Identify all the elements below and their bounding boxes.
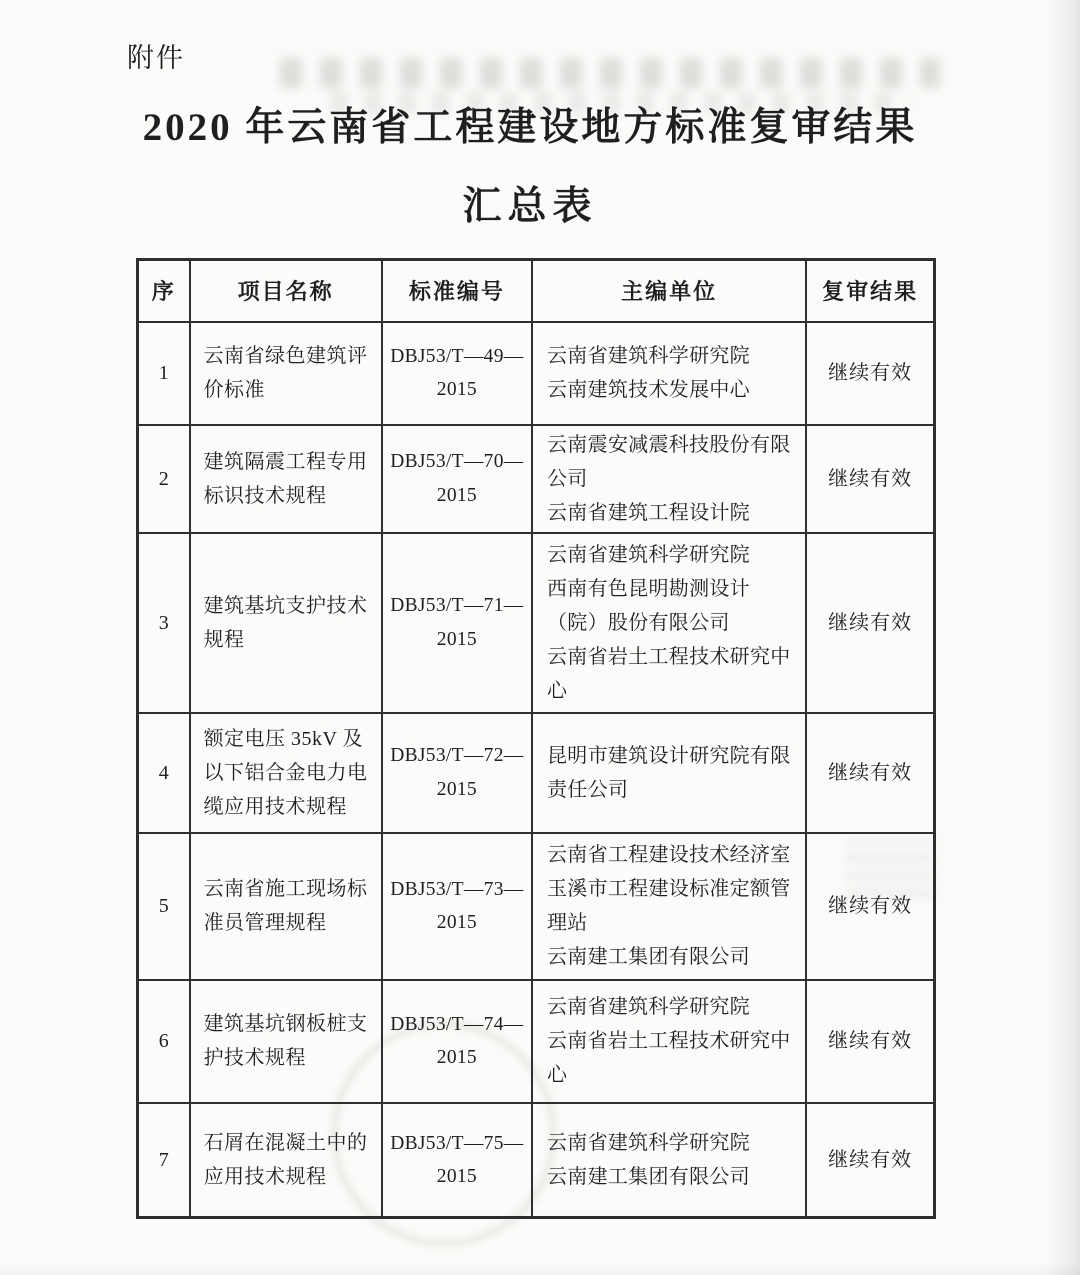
- project-name: 建筑基坑钢板桩支护技术规程: [190, 980, 382, 1103]
- table-row: [138, 425, 935, 533]
- editing-units: [532, 713, 806, 833]
- table-row: [138, 533, 935, 713]
- table-row: [138, 1103, 935, 1218]
- table-row: [138, 322, 935, 425]
- row-number: 7: [138, 1103, 190, 1218]
- scan-edge-shadow: [0, 1261, 1080, 1275]
- standard-code: [382, 322, 532, 425]
- editing-unit: 云南建工集团有限公司: [546, 1165, 750, 1188]
- standard-code-line: DBJ53/T—73—: [390, 878, 524, 900]
- standard-code-line: 2015: [436, 484, 477, 506]
- project-name: 石屑在混凝土中的应用技术规程: [190, 1103, 382, 1218]
- editing-unit: 云南省建筑科学研究院: [546, 543, 750, 566]
- editing-unit: 昆明市建筑设计研究院有限责任公司: [546, 744, 791, 801]
- scan-bleedthrough: [280, 58, 940, 88]
- row-number: 5: [138, 833, 190, 980]
- row-number: 3: [138, 533, 190, 713]
- row-number: 4: [138, 713, 190, 833]
- standard-code-line: DBJ53/T—70—: [390, 451, 524, 473]
- row-number: 1: [138, 322, 190, 425]
- table-row: [138, 980, 935, 1103]
- standard-code: [382, 713, 532, 833]
- standard-code-line: DBJ53/T—72—: [390, 745, 524, 767]
- review-result: 继续有效: [806, 833, 934, 980]
- standard-code-line: 2015: [436, 1047, 477, 1068]
- review-result: 继续有效: [806, 713, 934, 833]
- editing-units: [532, 1103, 806, 1218]
- project-name: 云南省绿色建筑评价标准: [190, 322, 382, 425]
- editing-units: [532, 533, 806, 713]
- review-result: 继续有效: [806, 1103, 934, 1218]
- review-result: 继续有效: [806, 980, 934, 1103]
- standard-code-line: DBJ53/T—75—: [390, 1132, 524, 1154]
- editing-units: [532, 980, 806, 1103]
- editing-units: [532, 833, 806, 980]
- standard-code: [382, 1103, 532, 1218]
- document-title: [0, 108, 1060, 226]
- header-project-name: 项目名称: [190, 260, 382, 322]
- editing-unit: 云南省建筑科学研究院: [546, 996, 750, 1018]
- editing-units: [532, 322, 806, 425]
- editing-unit: 云南省工程建设技术经济室: [546, 844, 791, 866]
- table-header-row: [138, 260, 935, 322]
- header-standard-code: 标准编号: [382, 260, 532, 322]
- project-name: 额定电压 35kV 及以下铝合金电力电缆应用技术规程: [190, 713, 382, 833]
- attachment-label: 附件: [127, 43, 185, 73]
- row-number: 6: [138, 980, 190, 1103]
- project-name: 建筑基坑支护技术规程: [190, 533, 382, 713]
- header-editing-unit: 主编单位: [532, 260, 806, 322]
- standard-code: [382, 833, 532, 980]
- standards-table: [136, 258, 936, 1219]
- table-row: [138, 713, 935, 833]
- review-result: 继续有效: [806, 533, 934, 713]
- editing-unit: 云南省岩土工程技术研究中心: [546, 1030, 791, 1086]
- standard-code-line: 2015: [436, 912, 477, 933]
- standard-code-line: DBJ53/T—49—: [390, 345, 524, 367]
- editing-unit: 云南省建筑工程设计院: [546, 501, 750, 524]
- review-result: 继续有效: [806, 425, 934, 533]
- row-number: 2: [138, 425, 190, 533]
- standard-code-line: 2015: [436, 778, 477, 800]
- editing-unit: 云南省建筑科学研究院: [546, 345, 750, 367]
- editing-unit: 西南有色昆明勘测设计（院）股份有限公司: [546, 577, 750, 634]
- editing-units: [532, 425, 806, 533]
- table-row: [138, 833, 935, 980]
- standard-code-line: 2015: [436, 1165, 477, 1187]
- review-result: 继续有效: [806, 322, 934, 425]
- standard-code-line: DBJ53/T—71—: [390, 595, 524, 617]
- editing-unit: 云南建工集团有限公司: [546, 946, 750, 968]
- standard-code: [382, 425, 532, 533]
- editing-unit: 云南建筑技术发展中心: [546, 379, 750, 401]
- document-title-line2: 汇总表: [462, 185, 598, 228]
- standard-code: [382, 533, 532, 713]
- project-name: 建筑隔震工程专用标识技术规程: [190, 425, 382, 533]
- editing-unit: 云南省岩土工程技术研究中心: [546, 645, 791, 702]
- editing-unit: 云南省建筑科学研究院: [546, 1131, 750, 1154]
- header-review-result: 复审结果: [806, 260, 934, 322]
- standard-code: [382, 980, 532, 1103]
- header-seq: 序: [138, 260, 190, 322]
- standard-code-line: 2015: [436, 628, 477, 650]
- standard-code-line: 2015: [436, 379, 477, 400]
- editing-unit: 云南震安减震科技股份有限公司: [546, 433, 791, 490]
- document-title-line1: 2020 年云南省工程建设地方标准复审结果: [142, 106, 918, 149]
- editing-unit: 玉溪市工程建设标准定额管理站: [546, 878, 791, 934]
- standard-code-line: DBJ53/T—74—: [390, 1013, 524, 1035]
- project-name: 云南省施工现场标准员管理规程: [190, 833, 382, 980]
